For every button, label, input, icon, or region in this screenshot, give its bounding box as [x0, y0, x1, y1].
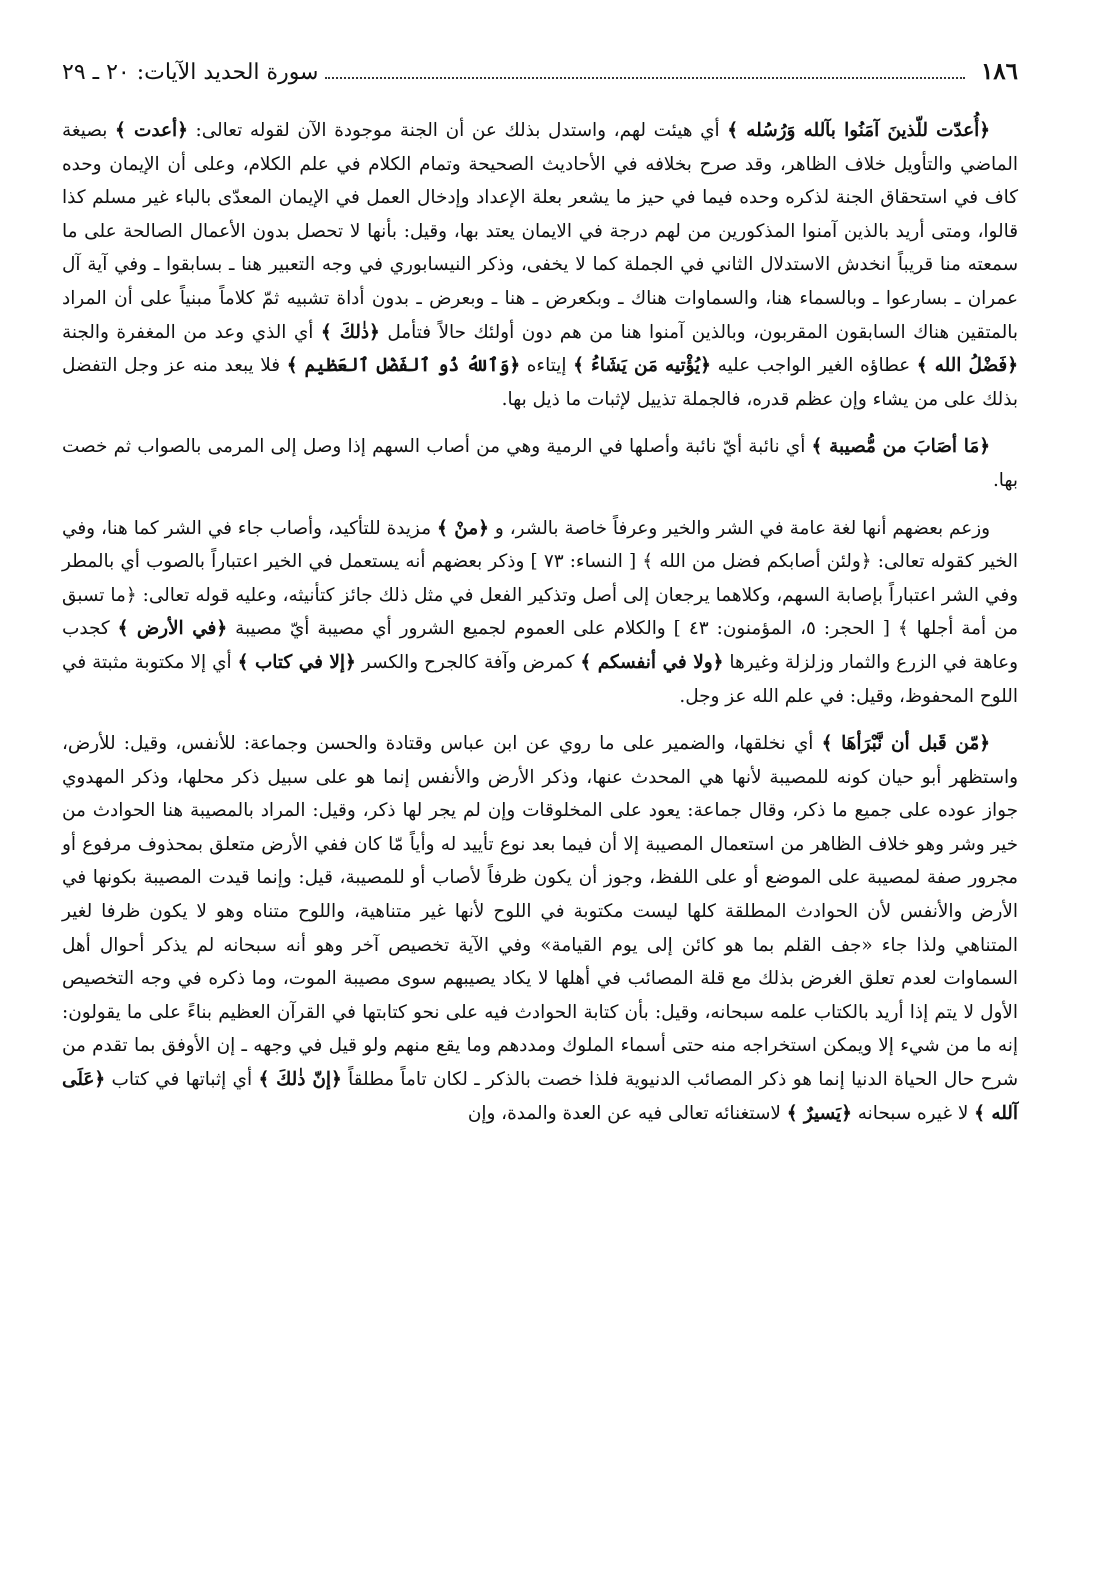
commentary-text: كمرض وآفة كالجرح والكسر [355, 651, 581, 673]
quran-quote: ﴿مَا أصَابَ من مُّصيبة ﴾ [811, 436, 990, 458]
surah-title: سورة الحديد الآيات: ٢٠ ـ ٢٩ [62, 60, 319, 85]
paragraph [62, 512, 1018, 714]
quran-quote: ﴿يُؤْتيه مَن يَشَاءُ ﴾ [573, 355, 711, 377]
quran-quote: ﴿ذٰلكَ ﴾ [320, 321, 380, 343]
commentary-text: أي إثباتها في كتاب [105, 1069, 259, 1091]
commentary-text: أي نائبة أيّ نائبة وأصلها في الرمية وهي من أصاب السهم إذا وصل إلى المرمى بالصواب ثم خصت بها. [62, 436, 1018, 491]
commentary-text: وزعم بعضهم أنها لغة عامة في الشر والخير وعرفاً خاصة بالشر، و [488, 517, 990, 539]
paragraph [62, 430, 1018, 497]
quran-quote: ﴿يَسيرٌ ﴾ [786, 1102, 852, 1124]
header-dotted-leader [325, 76, 965, 79]
quran-quote: ﴿عَلَى آلله ﴾ [62, 1069, 1018, 1124]
commentary-text: لا غيره سبحانه [851, 1102, 975, 1124]
quran-quote: ﴿أُعدّت للّذينَ آمَنُوا بآلله وَرُسُله ﴾ [727, 120, 990, 141]
quran-quote: ﴿إلا في كتاب ﴾ [237, 651, 356, 673]
commentary-text: أي نخلقها، والضمير على ما روي عن ابن عباس وقتادة والحسن وجماعة: للأنفس، وقيل: للأرض، واستظهر أبو حيان كونه للمصيبة لأنها هي المحدث عنها، وذكر الأرض والأنفس إنما هو على سبيل ذكر محلها، وذكر المهدوي جواز عوده على جميع ما ذكر، وقال جماعة: يعود على المخلوقات وإن لم يجر لها ذكر، وقيل: المراد بالمصيبة هنا الحوادث من خير وشر وهو خلاف الظاهر من استعمال المصيبة إلا أن فيما بعد نوع تأييد له وأياً مّا كان ففي الأرض متعلق بمحذوف مرفوع أو مجرور صفة لمصيبة على الموضع أو على اللفظ، وجوز أن يكون ظرفاً لأصاب أو للمصيبة، قيل: وإنما قيدت المصيبة بكونها في الأرض والأنفس لأن الحوادث المطلقة كلها ليست مكتوبة في اللوح لأنها غير متناهية، واللوح متناه وهو لا يكون ظرفا لغير المتناهي ولذا جاء «جف القلم بما هو كائن إلى يوم القيامة» وفي الآية تخصيص آخر وهو أنه سبحانه لم يذكر أحوال أهل السماوات لعدم تعلق الغرض بذلك مع قلة المصائب في أهلها لا يكاد يصيبهم سوى مصيبة الموت، وما ذكره في وجه التخصيص الأول لا يتم إذا أريد بالكتاب علمه سبحانه، وقيل: بأن كتابة الحوادث فيه على نحو كتابتها في القرآن العظيم بناءً على ما يقولون: إنه ما من شيء إلا ويمكن استخراجه منه حتى أسماء الملوك ومددهم وما يقع منهم ولو قيل في وجهه ـ إن الأوفق بما تقدم من شرح حال الحياة الدنيا إنما هو ذكر المصائب الدنيوية فلذا خصت بالذكر ـ لكان تاماً مطلقاً [62, 733, 1018, 1091]
quran-quote: ﴿في الأرض ﴾ [117, 618, 228, 640]
quran-quote: ﴿ولا في أنفسكم ﴾ [580, 651, 724, 673]
page-number: ١٨٦ [980, 58, 1018, 85]
commentary-text: أي إلا مكتوبة مثبتة في اللوح المحفوظ، وقيل: في علم الله عز وجل. [62, 651, 1018, 707]
quran-quote: ﴿مّن قَبل أن نَّبْرَأهَا ﴾ [821, 733, 991, 755]
quran-quote: ﴿إنّ ذٰلكَ ﴾ [258, 1069, 342, 1091]
commentary-text: مزيدة للتأكيد، وأصاب جاء في الشر كما هنا، وفي الخير كقوله تعالى: [62, 517, 1019, 573]
commentary-text: ﴿ولئن أصابكم فضل من الله ﴾ [642, 551, 872, 573]
running-header [62, 58, 1018, 98]
quran-quote: ﴿فَضْلُ الله ﴾ [916, 355, 1019, 377]
commentary-text: [ النساء: ٧٣ ] وذكر بعضهم أنه يستعمل في الخير اعتباراً بالصوب أي بالمطر وفي الشر اعتباراً بإصابة السهم، وكلاهما يرجعان إلى أصل وتذكير الفعل في مثل ذلك جائز كتأنيثه، وعليه قوله تعالى: [62, 551, 1018, 606]
commentary-text: لاستغنائه تعالى فيه عن العدة والمدة، وإن [467, 1102, 787, 1124]
body-text [62, 114, 1018, 1130]
commentary-text: بصيغة الماضي والتأويل خلاف الظاهر، وقد صرح بخلافه في الأحاديث الصحيحة وتمام الكلام في علم الكلام، وعلى أن الإيمان وحده كاف في استحقاق الجنة لذكره وحده فيما في حيز ما يشعر بعلة الإعداد وإدخال العمل في الإيمان المعدّى بالباء غير مسلم كذا قالوا، ومتى أريد بالذين آمنوا المذكورين من لهم درجة في الايمان يعتد بها، وقيل: بأنها لا تحصل بدون الأعمال الصالحة على ما سمعته منا قريباً انخدش الاستدلال الثاني في الجملة كما لا يخفى، وذكر النيسابوري في وجه التعبير هنا ـ بسابقوا ـ وفي آية آل عمران ـ بسارعوا ـ وبالسماء هنا، والسماوات هناك ـ وبكعرض ـ هنا ـ وبعرض ـ بدون أداة تشبيه ثمّ كلاماً مبنياً على أن المراد بالمتقين هناك السابقون المقربون، وبالذين آمنوا هنا من هم دون أولئك حالاً فتأمل [62, 120, 1018, 343]
paragraph [62, 727, 1018, 1130]
quran-quote: ﴿وَٱللهُ ذُو ٱلفَضْل ٱلعَظيم ﴾ [286, 355, 521, 377]
quran-quote: ﴿منْ ﴾ [437, 517, 489, 539]
commentary-text: إيتاءه [520, 355, 574, 377]
quran-quote: ﴿أعدت ﴾ [115, 120, 188, 141]
commentary-text: عطاؤه الغير الواجب عليه [710, 355, 917, 377]
commentary-text: فلا يبعد منه عز وجل التفضل بذلك على من يشاء وإن عظم قدره، فالجملة تذييل لإثبات ما ذيل بها. [62, 355, 1018, 410]
commentary-text: أي هيئت لهم، واستدل بذلك عن أن الجنة موجودة الآن لقوله تعالى: [187, 120, 728, 141]
paragraph [62, 114, 1018, 416]
commentary-text: [ الحجر: ٥، المؤمنون: ٤٣ ] والكلام على العموم لجميع الشرور أي مصيبة أيّ مصيبة [227, 618, 898, 640]
commentary-text: ﴿ما تسبق من أمة أجلها ﴾ [62, 584, 1018, 640]
commentary-text: كجدب وعاهة في الزرع والثمار وزلزلة وغيرها [62, 618, 1018, 673]
commentary-text: أي الذي وعد من المغفرة والجنة [62, 321, 321, 343]
